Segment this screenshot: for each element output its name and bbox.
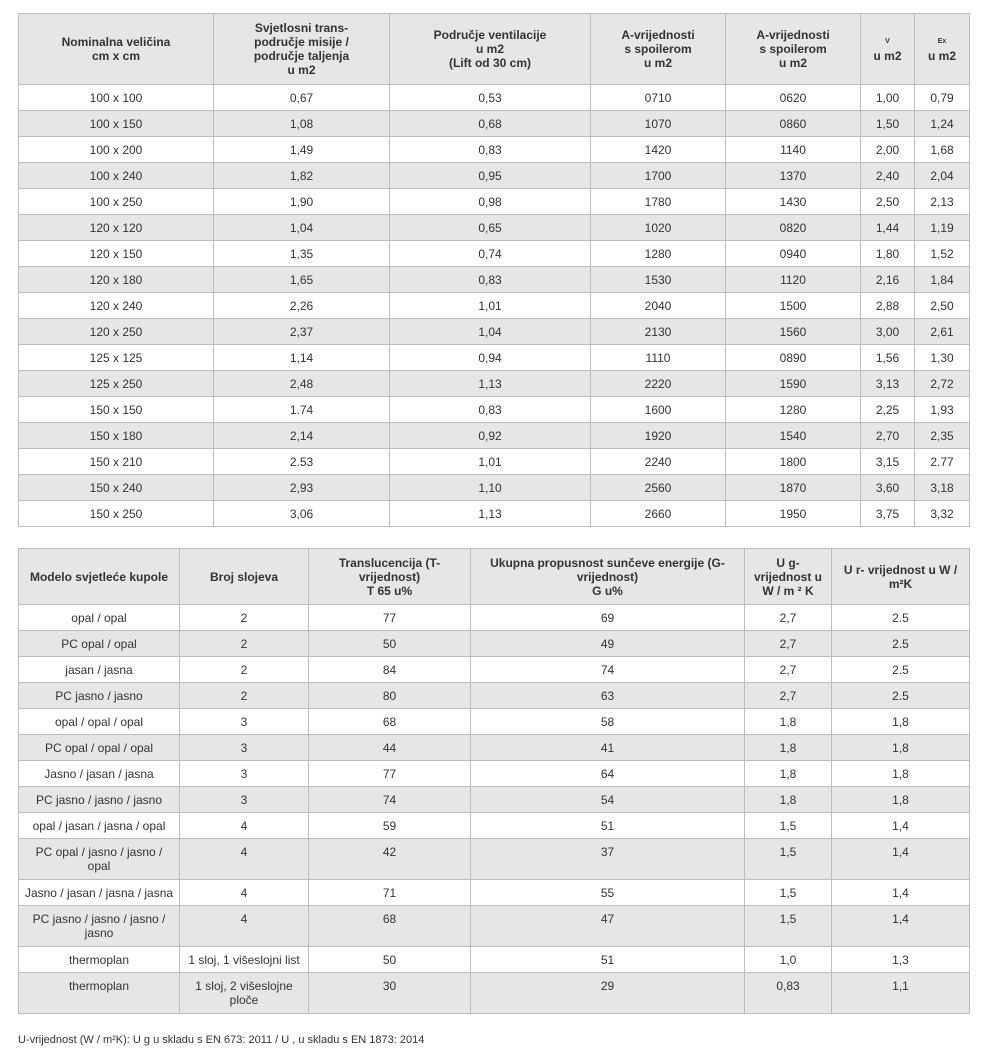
table-cell: opal / jasan / jasna / opal [19,813,180,839]
table-cell: 4 [180,906,309,947]
table-cell: 2,70 [861,423,915,449]
table-cell: 2,48 [214,371,390,397]
table-cell: 1,49 [214,137,390,163]
table-row [19,657,970,683]
table-cell: 1430 [726,189,861,215]
table-cell: 0,83 [745,973,832,1014]
table-cell: 1 sloj, 2 višeslojne ploče [180,973,309,1014]
table-cell: 1,19 [915,215,970,241]
table-cell: 1,24 [915,111,970,137]
table-cell: 1600 [591,397,726,423]
table-cell: 1,3 [832,947,970,973]
table-cell: 2.5 [832,631,970,657]
table-cell: 120 x 180 [19,267,214,293]
table-cell: 1280 [591,241,726,267]
table-cell: 2,25 [861,397,915,423]
table-cell: 150 x 150 [19,397,214,423]
table-cell: 2,7 [745,605,832,631]
table-cell: 74 [471,657,745,683]
table-cell: PC opal / jasno / jasno / opal [19,839,180,880]
header-unit: G u% [592,583,623,598]
table-cell: 42 [309,839,471,880]
table-cell: 3 [180,735,309,761]
table-cell: 41 [471,735,745,761]
table-cell: 1,8 [745,709,832,735]
table-cell: 1,14 [214,345,390,371]
table-cell: 3,75 [861,501,915,527]
table-cell: 1370 [726,163,861,189]
col-header-v [861,14,915,85]
dome-models-table-body [19,605,970,1014]
table-cell: PC opal / opal / opal [19,735,180,761]
table-row [19,449,970,475]
table-cell: 1280 [726,397,861,423]
col-header-ur: U r- vrijednost u W / m²K [832,549,970,605]
table-cell: 69 [471,605,745,631]
table-cell: 150 x 250 [19,501,214,527]
table-cell: 120 x 250 [19,319,214,345]
table-cell: 2.53 [214,449,390,475]
col-header-a-value-2 [726,14,861,85]
table-cell: 2,00 [861,137,915,163]
table-cell: 2 [180,657,309,683]
table-cell: 1,35 [214,241,390,267]
table-cell: 51 [471,813,745,839]
table-cell: 1,90 [214,189,390,215]
table-cell: 150 x 180 [19,423,214,449]
table-cell: 0890 [726,345,861,371]
header-line: Translucencija (T-vrijednost) [338,555,441,584]
table-cell: 0,83 [390,397,591,423]
table-cell: 100 x 240 [19,163,214,189]
table-cell: 120 x 120 [19,215,214,241]
header-unit: u m2 [778,56,807,70]
table-cell: 44 [309,735,471,761]
table-cell: 2,93 [214,475,390,501]
table-cell: 1920 [591,423,726,449]
header-line: područje misije / [254,35,349,49]
col-header-translucency [309,549,471,605]
col-header-light-area [214,14,390,85]
table-cell: 1,80 [861,241,915,267]
table-cell: 1,4 [832,906,970,947]
table-cell: 2.5 [832,657,970,683]
table-cell: PC opal / opal [19,631,180,657]
table-cell: 1800 [726,449,861,475]
table-cell: thermoplan [19,973,180,1014]
table-cell: 1,8 [832,735,970,761]
table-cell: 3 [180,787,309,813]
header-line: područje taljenja [253,49,350,63]
table-cell: 77 [309,605,471,631]
table-cell: 1,00 [861,85,915,111]
table-row [19,709,970,735]
table-cell: 3,15 [861,449,915,475]
table-cell: 0,79 [915,85,970,111]
table-cell: 1,8 [832,709,970,735]
header-line: (Lift od 30 cm) [448,56,531,70]
table-cell: 1,13 [390,501,591,527]
col-header-g-value [471,549,745,605]
table-cell: 2 [180,631,309,657]
table-cell: 120 x 150 [19,241,214,267]
table-cell: 29 [471,973,745,1014]
table-cell: 125 x 250 [19,371,214,397]
table-cell: 1140 [726,137,861,163]
table-cell: 1,30 [915,345,970,371]
table-cell: 1950 [726,501,861,527]
header-unit: u m2 [643,56,672,70]
table-cell: 1,82 [214,163,390,189]
dimensions-table-body [19,85,970,527]
header-line: A-vrijednosti [756,28,830,42]
table-cell: 2,35 [915,423,970,449]
table-cell: 1,1 [832,973,970,1014]
table-cell: 1,01 [390,293,591,319]
table-cell: 0620 [726,85,861,111]
table-row [19,397,970,423]
table-cell: 77 [309,761,471,787]
table-cell: 74 [309,787,471,813]
table-cell: 71 [309,880,471,906]
table-cell: 1110 [591,345,726,371]
table-cell: PC jasno / jasno / jasno [19,787,180,813]
table-cell: 100 x 250 [19,189,214,215]
col-header-layers: Broj slojeva [180,549,309,605]
table-cell: PC jasno / jasno [19,683,180,709]
table-cell: 100 x 200 [19,137,214,163]
table-cell: 1,52 [915,241,970,267]
table-row [19,423,970,449]
table-cell: 51 [471,947,745,973]
table-header-row [19,549,970,605]
table-cell: 1,4 [832,839,970,880]
table-cell: 2,26 [214,293,390,319]
table-cell: 1,56 [861,345,915,371]
table-row [19,111,970,137]
table-cell: 2.5 [832,605,970,631]
header-line: V [885,38,890,45]
table-row [19,787,970,813]
header-unit: u m2 [873,49,902,63]
table-cell: 2220 [591,371,726,397]
table-cell: 0,74 [390,241,591,267]
table-row [19,973,970,1014]
table-cell: 2,40 [861,163,915,189]
table-cell: 0,95 [390,163,591,189]
table-cell: 2240 [591,449,726,475]
table-cell: 2,50 [915,293,970,319]
table-cell: 80 [309,683,471,709]
table-cell: 2130 [591,319,726,345]
table-cell: 0,68 [390,111,591,137]
table-cell: 125 x 125 [19,345,214,371]
table-cell: 1 sloj, 1 višeslojni list [180,947,309,973]
table-cell: 37 [471,839,745,880]
header-line: A-vrijednosti [621,28,695,42]
dimensions-table [18,13,970,527]
header-line: Područje ventilacije [433,28,547,42]
table-cell: 3,60 [861,475,915,501]
table-cell: 58 [471,709,745,735]
header-line: s spoilerom [759,42,827,56]
table-cell: opal / opal [19,605,180,631]
dome-models-table [18,548,970,1014]
table-cell: 1,4 [832,813,970,839]
table-row [19,215,970,241]
table-cell: 1070 [591,111,726,137]
table-cell: 1,93 [915,397,970,423]
table-cell: 1120 [726,267,861,293]
table-cell: 2,04 [915,163,970,189]
table-row [19,137,970,163]
table-cell: Jasno / jasan / jasna [19,761,180,787]
table-cell: 84 [309,657,471,683]
table-cell: 1,65 [214,267,390,293]
table-cell: 1,8 [745,735,832,761]
table-cell: 1,5 [745,839,832,880]
table-row [19,839,970,880]
table-row [19,631,970,657]
table-cell: 64 [471,761,745,787]
table-cell: 1500 [726,293,861,319]
table-row [19,163,970,189]
table-cell: 0,94 [390,345,591,371]
table-row [19,267,970,293]
table-cell: 0860 [726,111,861,137]
table-cell: 150 x 210 [19,449,214,475]
table-cell: opal / opal / opal [19,709,180,735]
table-cell: 59 [309,813,471,839]
table-cell: 50 [309,947,471,973]
table-cell: 0820 [726,215,861,241]
table-cell: 2 [180,605,309,631]
table-row [19,501,970,527]
col-header-model: Modelo svjetleće kupole [19,549,180,605]
table-cell: 2 [180,683,309,709]
header-unit: T 65 u% [366,583,413,598]
table-cell: 0710 [591,85,726,111]
footnote: U-vrijednost (W / m²K): U g u skladu s EN 673: 2011 / U , u skladu s EN 1873: 2014 [18,1034,425,1046]
table-cell: 2,7 [745,657,832,683]
table-cell: 2,61 [915,319,970,345]
table-cell: 1,08 [214,111,390,137]
table-cell: 3,13 [861,371,915,397]
table-cell: 1,01 [390,449,591,475]
header-line: Svjetlosni trans- [254,21,349,35]
table-cell: 2560 [591,475,726,501]
header-line: u m2 [475,42,504,56]
table-cell: 0,83 [390,137,591,163]
table-cell: 1020 [591,215,726,241]
table-cell: 1,8 [832,761,970,787]
table-cell: 1,04 [214,215,390,241]
table-cell: 3 [180,709,309,735]
table-cell: 0,92 [390,423,591,449]
table-cell: 2,88 [861,293,915,319]
table-cell: 1540 [726,423,861,449]
table-cell: 3,06 [214,501,390,527]
table-cell: 150 x 240 [19,475,214,501]
header-unit: u m2 [287,63,316,77]
table-cell: 0,83 [390,267,591,293]
table-cell: 100 x 150 [19,111,214,137]
table-cell: 0,53 [390,85,591,111]
header-unit: u m2 [927,49,956,63]
table-row [19,345,970,371]
col-header-size [19,14,214,85]
table-cell: 1,0 [745,947,832,973]
table-cell: 47 [471,906,745,947]
table-cell: jasan / jasna [19,657,180,683]
table-row [19,735,970,761]
table-cell: 2.77 [915,449,970,475]
table-cell: 1,8 [745,761,832,787]
table-cell: 2,7 [745,683,832,709]
table-cell: 2,7 [745,631,832,657]
table-header-row [19,14,970,85]
table-row [19,947,970,973]
table-row [19,906,970,947]
table-cell: 1420 [591,137,726,163]
table-cell: 1780 [591,189,726,215]
table-cell: 1590 [726,371,861,397]
table-cell: 2660 [591,501,726,527]
table-row [19,241,970,267]
table-cell: 0940 [726,241,861,267]
table-cell: 4 [180,813,309,839]
table-cell: 1,5 [745,906,832,947]
table-row [19,683,970,709]
col-header-ug: U g- vrijednost u W / m ² K [745,549,832,605]
header-line: Nominalna veličina [61,35,171,49]
table-cell: 1870 [726,475,861,501]
table-cell: 0,98 [390,189,591,215]
table-cell: 0,67 [214,85,390,111]
table-cell: 3,32 [915,501,970,527]
table-cell: 2040 [591,293,726,319]
header-line: cm x cm [91,49,141,63]
header-line: Ex [937,38,947,45]
table-cell: 2,72 [915,371,970,397]
table-cell: 54 [471,787,745,813]
table-cell: 1,50 [861,111,915,137]
table-cell: thermoplan [19,947,180,973]
table-cell: 1,68 [915,137,970,163]
table-cell: 1,5 [745,813,832,839]
table-cell: 1530 [591,267,726,293]
header-line: s spoilerom [624,42,692,56]
table-row [19,189,970,215]
table-cell: 1,04 [390,319,591,345]
table-cell: 2,50 [861,189,915,215]
table-cell: 1.74 [214,397,390,423]
table-cell: 1700 [591,163,726,189]
table-row [19,319,970,345]
table-cell: 1,4 [832,880,970,906]
table-cell: 1560 [726,319,861,345]
table-row [19,475,970,501]
table-row [19,85,970,111]
table-cell: 55 [471,880,745,906]
header-line: Ukupna propusnost sunčeve energije (G-vrijednost) [490,555,725,584]
col-header-a-value-1 [591,14,726,85]
table-cell: 120 x 240 [19,293,214,319]
table-cell: 1,8 [745,787,832,813]
table-cell: 4 [180,880,309,906]
table-cell: 63 [471,683,745,709]
table-cell: 2,16 [861,267,915,293]
table-cell: 0,65 [390,215,591,241]
table-row [19,880,970,906]
col-header-ventilation [390,14,591,85]
table-row [19,371,970,397]
table-cell: 1,84 [915,267,970,293]
table-cell: 2.5 [832,683,970,709]
table-cell: 3,00 [861,319,915,345]
table-cell: 1,5 [745,880,832,906]
col-header-ex [915,14,970,85]
table-row [19,605,970,631]
table-row [19,761,970,787]
table-cell: PC jasno / jasno / jasno / jasno [19,906,180,947]
table-row [19,813,970,839]
table-cell: 30 [309,973,471,1014]
table-cell: 1,10 [390,475,591,501]
table-cell: 1,44 [861,215,915,241]
table-cell: 50 [309,631,471,657]
table-cell: 3,18 [915,475,970,501]
table-cell: 1,8 [832,787,970,813]
table-cell: 1,13 [390,371,591,397]
table-cell: 100 x 100 [19,85,214,111]
table-cell: 2,14 [214,423,390,449]
table-cell: 3 [180,761,309,787]
table-row [19,293,970,319]
table-cell: 49 [471,631,745,657]
table-cell: 4 [180,839,309,880]
table-cell: Jasno / jasan / jasna / jasna [19,880,180,906]
table-cell: 2,37 [214,319,390,345]
table-cell: 2,13 [915,189,970,215]
table-cell: 68 [309,709,471,735]
table-cell: 68 [309,906,471,947]
